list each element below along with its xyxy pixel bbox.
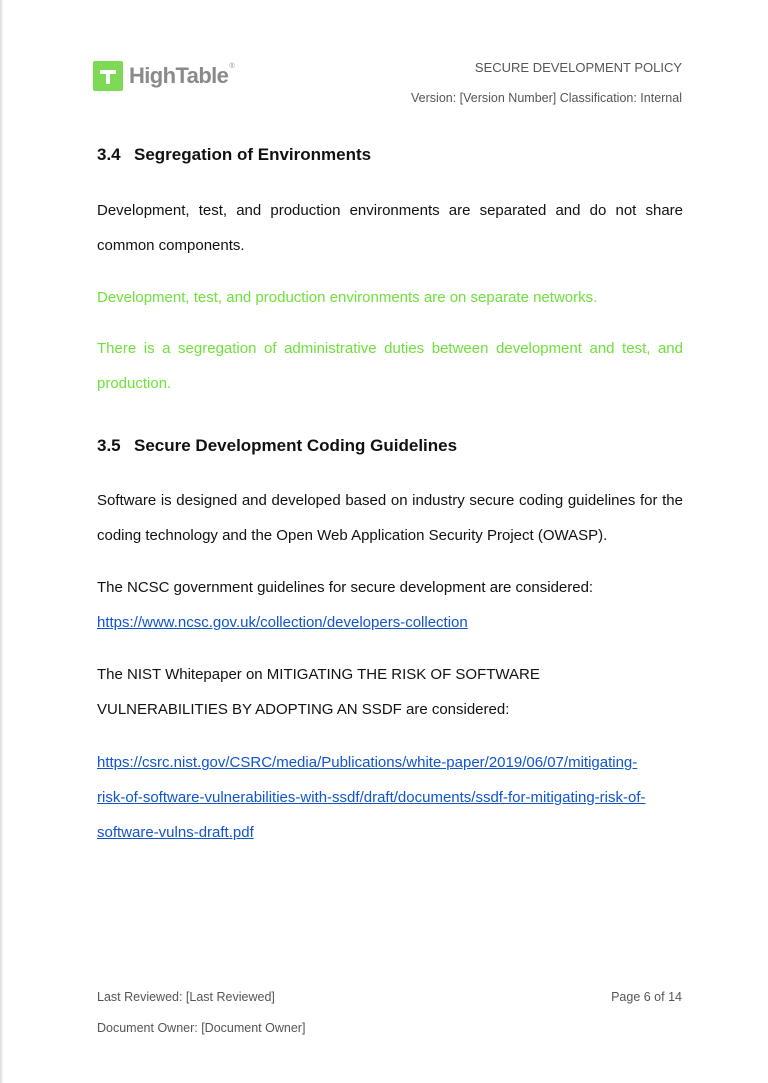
ncsc-link-line: [97, 605, 683, 640]
section-heading-3-4: 3.4 Segregation of Environments: [97, 145, 372, 164]
hightable-logo: [93, 61, 234, 91]
paragraph-separate-networks: Development, test, and production environments are on separate networks.: [97, 289, 598, 306]
nist-link-line2[interactable]: risk-of-software-vulnerabilities-with-ssdf/draft/documents/ssdf-for-mitigating-risk-of-: [97, 789, 646, 806]
version-line: Version: [Version Number] Classification: Internal: [411, 91, 682, 105]
ncsc-link[interactable]: https://www.ncsc.gov.uk/collection/developers-collection: [97, 614, 468, 631]
document-title: SECURE DEVELOPMENT POLICY: [474, 60, 682, 75]
footer-last-reviewed: Last Reviewed: [Last Reviewed]: [97, 990, 275, 1004]
paragraph-nist-line2: VULNERABILITIES BY ADOPTING AN SSDF are considered:: [97, 701, 510, 718]
footer-document-owner: Document Owner: [Document Owner]: [97, 1021, 306, 1035]
nist-link-block: [97, 745, 683, 850]
paragraph-nist-line1: The NIST Whitepaper on MITIGATING THE RISK OF SOFTWARE: [97, 666, 540, 683]
paragraph-segregation: Development, test, and production environments are separated and do not share common components.: [97, 202, 683, 254]
logo-text: HighTable®: [129, 63, 234, 88]
paragraph-ncsc: The NCSC government guidelines for secure development are considered:: [97, 579, 594, 596]
section-heading-3-5: 3.5 Secure Development Coding Guidelines: [97, 436, 458, 455]
nist-link-line3[interactable]: software-vulns-draft.pdf: [97, 824, 254, 841]
paragraph-admin-duties: There is a segregation of administrative duties between development and test, and production.: [97, 340, 683, 392]
nist-link-line1[interactable]: https://csrc.nist.gov/CSRC/media/Publications/white-paper/2019/06/07/mitigating-: [97, 754, 638, 771]
paragraph-coding-guidelines: Software is designed and developed based on industry secure coding guidelines for the coding technology and the Open Web Application Security Project (OWASP).: [97, 492, 683, 544]
page-edge-shadow: [0, 0, 4, 1083]
logo-mark-icon: [93, 61, 123, 91]
footer-page-number: Page 6 of 14: [611, 990, 682, 1004]
